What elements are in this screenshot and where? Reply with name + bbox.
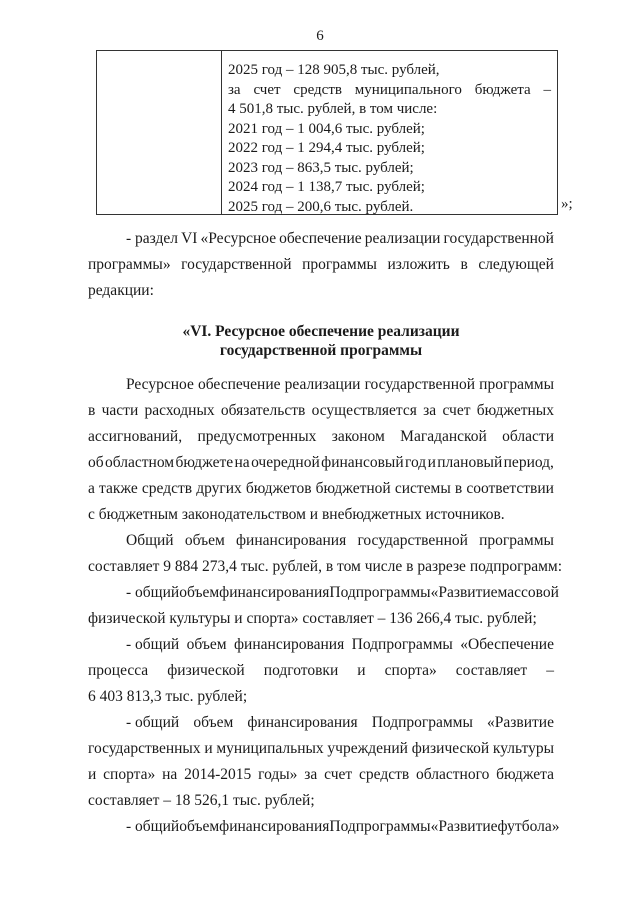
word: государственной [443, 230, 554, 247]
word: процесса [88, 662, 149, 679]
justified-line [88, 450, 554, 476]
word: а [88, 480, 95, 497]
word: - раздел [126, 230, 179, 247]
word: объем [186, 636, 227, 653]
word: программы [479, 532, 554, 549]
word: также [99, 480, 138, 497]
word: объем [179, 818, 220, 835]
word: бюджета [496, 766, 554, 783]
word: законом [331, 428, 385, 445]
word: областном [105, 454, 175, 471]
word: и [427, 454, 436, 471]
table-left-column [97, 51, 222, 214]
word: VI [181, 230, 198, 247]
word: Подпрограммы [329, 584, 431, 601]
word: государственной [364, 376, 476, 393]
text-line: с бюджетным законодательством и внебюджетных источников. [88, 506, 505, 523]
word: спорта» [384, 662, 437, 679]
justified-line [88, 398, 554, 424]
word: изложить [387, 256, 450, 273]
word: финансирования [236, 532, 347, 549]
word: «Развитие [430, 584, 498, 601]
justified-line [88, 580, 559, 606]
word: расходных [144, 402, 215, 419]
text-line: составляет 9 884 273,4 тыс. рублей, в том числе в разрезе подпрограмм: [88, 558, 563, 575]
word: за [228, 81, 241, 98]
section-heading [88, 322, 554, 360]
text-line: 6 403 813,3 тыс. рублей; [88, 688, 248, 705]
word: Подпрограммы [371, 714, 473, 731]
justified-line [88, 226, 554, 252]
word: в [88, 402, 96, 419]
word: реализации [284, 376, 361, 393]
word: бюджета [474, 81, 531, 98]
word: ассигнований, [88, 428, 183, 445]
word: государственной [357, 532, 468, 549]
word: Магаданской [400, 428, 487, 445]
word: системы [394, 480, 451, 497]
page-number: 6 [316, 28, 324, 44]
word: составляет [455, 662, 528, 679]
section-heading-line-1: «VI. Ресурсное обеспечение реализации [182, 323, 460, 340]
word: 2014-2015 [184, 766, 252, 783]
word: период, [503, 454, 554, 471]
word: «Обеспечение [460, 636, 554, 653]
word: средств [293, 81, 342, 98]
justified-line [88, 736, 554, 762]
word: учреждений [327, 740, 408, 757]
word: физической [411, 740, 490, 757]
word: бюджете [175, 454, 234, 471]
word: за [423, 402, 437, 419]
paragraph-subprogram-football [88, 814, 560, 840]
word: счет [442, 402, 471, 419]
text-line: 2023 год – 863,5 тыс. рублей; [228, 159, 414, 176]
word: бюджетной [315, 480, 391, 497]
justified-line [88, 528, 554, 554]
justified-line [228, 81, 551, 101]
justified-line [88, 710, 554, 736]
word: объем [193, 714, 234, 731]
justified-line [88, 814, 560, 840]
paragraph-subprogram-mass-sport [88, 580, 559, 632]
word: осуществляется [311, 402, 417, 419]
word: в [454, 480, 463, 497]
word: программы» [88, 256, 171, 273]
word: год [405, 454, 427, 471]
word: других [196, 480, 242, 497]
justified-line [88, 424, 554, 450]
word: объем [184, 532, 225, 549]
word: Ресурсное [126, 376, 194, 393]
word: государственных [88, 740, 201, 757]
text-line: 4 501,8 тыс. рублей, в том числе: [228, 101, 438, 117]
paragraph-total-financing [88, 528, 563, 580]
justified-line [88, 658, 554, 684]
closing-quote: »; [561, 196, 573, 212]
word: массовой [497, 584, 559, 601]
word: государственной [181, 256, 292, 273]
word: подготовки [263, 662, 339, 679]
word: об [88, 454, 104, 471]
word: футбола» [497, 818, 560, 835]
text-line: 2021 год – 1 004,6 тыс. рублей; [228, 120, 425, 137]
word: очередной [251, 454, 320, 471]
word: и [357, 662, 366, 679]
word: бюджетов [245, 480, 312, 497]
justified-line [88, 476, 554, 502]
paragraph-subprogram-training [88, 632, 554, 710]
word: финансирования [219, 818, 330, 835]
word: «Развитие [430, 818, 498, 835]
word: - общий [126, 714, 180, 731]
word: счет [253, 81, 281, 98]
word: финансирования [234, 636, 345, 653]
word: муниципальных [216, 740, 324, 757]
justified-line [88, 632, 554, 658]
word: бюджетных [476, 402, 554, 419]
word: обеспечение [198, 376, 281, 393]
text-line: 2022 год – 1 294,4 тыс. рублей; [228, 140, 425, 156]
word: части [101, 402, 139, 419]
word: «Развитие [487, 714, 554, 731]
word: муниципального [354, 81, 462, 98]
word: годы» [258, 766, 298, 783]
word: средств [359, 766, 410, 783]
word: на [162, 766, 178, 783]
word: физической [167, 662, 245, 679]
table-right-column [228, 61, 551, 217]
word: – [546, 662, 554, 679]
word: Подпрограммы [351, 636, 453, 653]
word: за [304, 766, 318, 783]
word: областного [416, 766, 490, 783]
word: соответствии [466, 480, 554, 497]
section-heading-line-2: государственной программы [219, 342, 423, 359]
word: и [88, 766, 97, 783]
word: Подпрограммы [329, 818, 431, 835]
word: финансирования [247, 714, 358, 731]
word: средств [141, 480, 193, 497]
text-line: физической культуры и спорта» составляет – 136 266,4 тыс. рублей; [88, 610, 537, 627]
justified-line [88, 372, 554, 398]
word: обязательств [220, 402, 306, 419]
paragraph-subprogram-institutions [88, 710, 554, 814]
text-line: 2024 год – 1 138,7 тыс. рублей; [228, 179, 425, 195]
word: финансирования [219, 584, 330, 601]
word: плановый [437, 454, 503, 471]
financing-table-fragment [96, 50, 558, 215]
justified-line [88, 762, 554, 788]
word: - общий [126, 818, 180, 835]
word: предусмотренных [197, 428, 317, 445]
text-line: составляет – 18 526,1 тыс. рублей; [88, 792, 315, 809]
word: культуры [492, 740, 554, 757]
word: финансовый [321, 454, 404, 471]
intro-paragraph [88, 226, 554, 304]
word: - общий [126, 584, 180, 601]
word: - общий [126, 636, 180, 653]
justified-line [88, 252, 554, 278]
word: на [234, 454, 250, 471]
word: – [543, 81, 551, 98]
word: спорта» [103, 766, 156, 783]
word: обеспечение [279, 230, 362, 247]
word: Общий [126, 532, 174, 549]
text-line: редакции: [88, 282, 154, 299]
word: реализации [364, 230, 441, 247]
word: области [502, 428, 554, 445]
text-line: 2025 год – 200,6 тыс. рублей. [228, 198, 414, 215]
paragraph-resource-provision [88, 372, 554, 528]
word: объем [179, 584, 220, 601]
word: «Ресурсное [200, 230, 277, 247]
word: программы [479, 376, 554, 393]
word: счет [324, 766, 353, 783]
text-line: 2025 год – 128 905,8 тыс. рублей, [228, 62, 440, 78]
word: программы [302, 256, 377, 273]
word: в [460, 256, 468, 273]
word: следующей [478, 256, 554, 273]
word: и [204, 740, 213, 757]
